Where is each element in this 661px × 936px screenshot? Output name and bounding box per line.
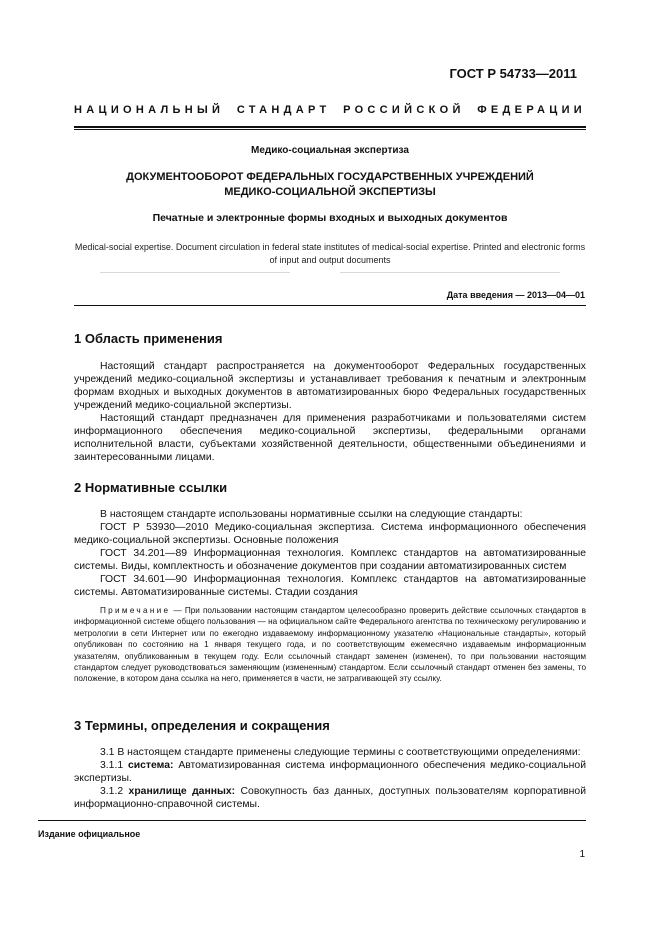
- section-1-paragraph: Настоящий стандарт распространяется на документооборот Федеральных государственных учреждений медико-социальной экспертизы и устанавливает требования к печатным и электронным формам входных и выходных документов в автоматизированных бюро Федеральных государственных учреждений медико-социальной экспертизы.: [74, 361, 586, 411]
- title-line: ДОКУМЕНТООБОРОТ ФЕДЕРАЛЬНЫХ ГОСУДАРСТВЕННЫХ УЧРЕЖДЕНИЙ: [126, 171, 534, 183]
- section-1-heading: 1 Область применения: [74, 331, 223, 346]
- subject-line: Медико-социальная экспертиза: [251, 145, 409, 156]
- date-rule: [74, 305, 586, 306]
- scan-artifact: [100, 272, 290, 273]
- section-3-heading: 3 Термины, определения и сокращения: [74, 718, 330, 733]
- title-line: МЕДИКО-СОЦИАЛЬНОЙ ЭКСПЕРТИЗЫ: [224, 186, 436, 198]
- section-2-paragraph: В настоящем стандарте использованы нормативные ссылки на следующие стандарты:: [100, 509, 523, 520]
- note-label: Примечание: [100, 606, 171, 615]
- footer-rule: [38, 820, 586, 821]
- english-title: Medical-social expertise. Document circulation in federal state institutes of medical-social expertise. Printed and electronic forms of input and output documents: [74, 242, 586, 265]
- banner-word: ФЕДЕРАЦИИ: [477, 104, 586, 116]
- header-rule-thick: [74, 126, 586, 128]
- section-2-note: [74, 605, 586, 685]
- term-text: Автоматизированная система информационного обеспечения медико-социальной экспертизы.: [74, 760, 587, 784]
- reference-item: ГОСТ Р 53930—2010 Медико-социальная экспертиза. Система информационного обеспечения медико-социальной экспертизы. Основные положения: [74, 522, 586, 546]
- term-name: система:: [127, 760, 174, 771]
- section-3-paragraph: 3.1 В настоящем стандарте применены следующие термины с соответствующими определениями:: [100, 747, 581, 758]
- banner-word: НАЦИОНАЛЬНЫЙ: [74, 104, 225, 116]
- term-name: хранилище данных:: [128, 786, 236, 797]
- term-definition: [74, 760, 586, 786]
- scan-artifact: [340, 272, 560, 273]
- page-number: 1: [579, 849, 585, 860]
- document-title: [74, 170, 586, 200]
- banner-word: РОССИЙСКОЙ: [343, 104, 465, 116]
- term-definition: [74, 786, 586, 812]
- document-subtitle: Печатные и электронные формы входных и выходных документов: [152, 212, 508, 224]
- section-1-paragraph: Настоящий стандарт предназначен для применения разработчиками и пользователями систем информационного обеспечения медико-социальной экспертизы, федеральными органами исполнительной власти, субъектами хозяйственной деятельности, общественными объединениями и заинтересованными лицами.: [74, 413, 586, 463]
- official-edition-note: Издание официальное: [38, 829, 141, 839]
- note-text: — При пользовании настоящим стандартом целесообразно проверить действие ссылочных стандартов в информационной системе общего пользования — на официальном сайте Федерального агентства по техническому регулированию и метрологии в сети Интернет или по ежегодно издаваемому информационному указателю «Национальные стандарты», который опубликован по состоянию на 1 января текущего года, и по соответствующим ежемесячно издаваемым информационным указателям, опубликованным в текущем году. Если ссылочный стандарт заменен (изменен), то при пользовании настоящим стандартом следует руководствоваться заменяющим (измененным) стандартом. Если ссылочный стандарт отменен без замены, то положение, в котором дана ссылка на него, применяется в части, не затрагивающей эту ссылку.: [74, 606, 586, 684]
- term-number: 3.1.1: [100, 760, 128, 771]
- reference-item: ГОСТ 34.201—89 Информационная технология. Комплекс стандартов на автоматизированные системы. Виды, комплектность и обозначение документов при создании автоматизированных систем: [74, 548, 586, 572]
- banner-word: СТАНДАРТ: [236, 104, 331, 116]
- term-number: 3.1.2: [100, 786, 129, 797]
- document-number: ГОСТ Р 54733—2011: [449, 66, 577, 81]
- term-text: Совокупность баз данных, доступных пользователям корпоративной информационно-справочной системы.: [74, 786, 586, 810]
- introduction-date: Дата введения — 2013—04—01: [446, 290, 585, 300]
- header-rule-thin: [74, 129, 586, 130]
- section-2-heading: 2 Нормативные ссылки: [74, 480, 228, 495]
- national-standard-banner: [74, 104, 586, 116]
- reference-item: ГОСТ 34.601—90 Информационная технология. Комплекс стандартов на автоматизированные системы. Автоматизированные системы. Стадии создания: [74, 574, 586, 598]
